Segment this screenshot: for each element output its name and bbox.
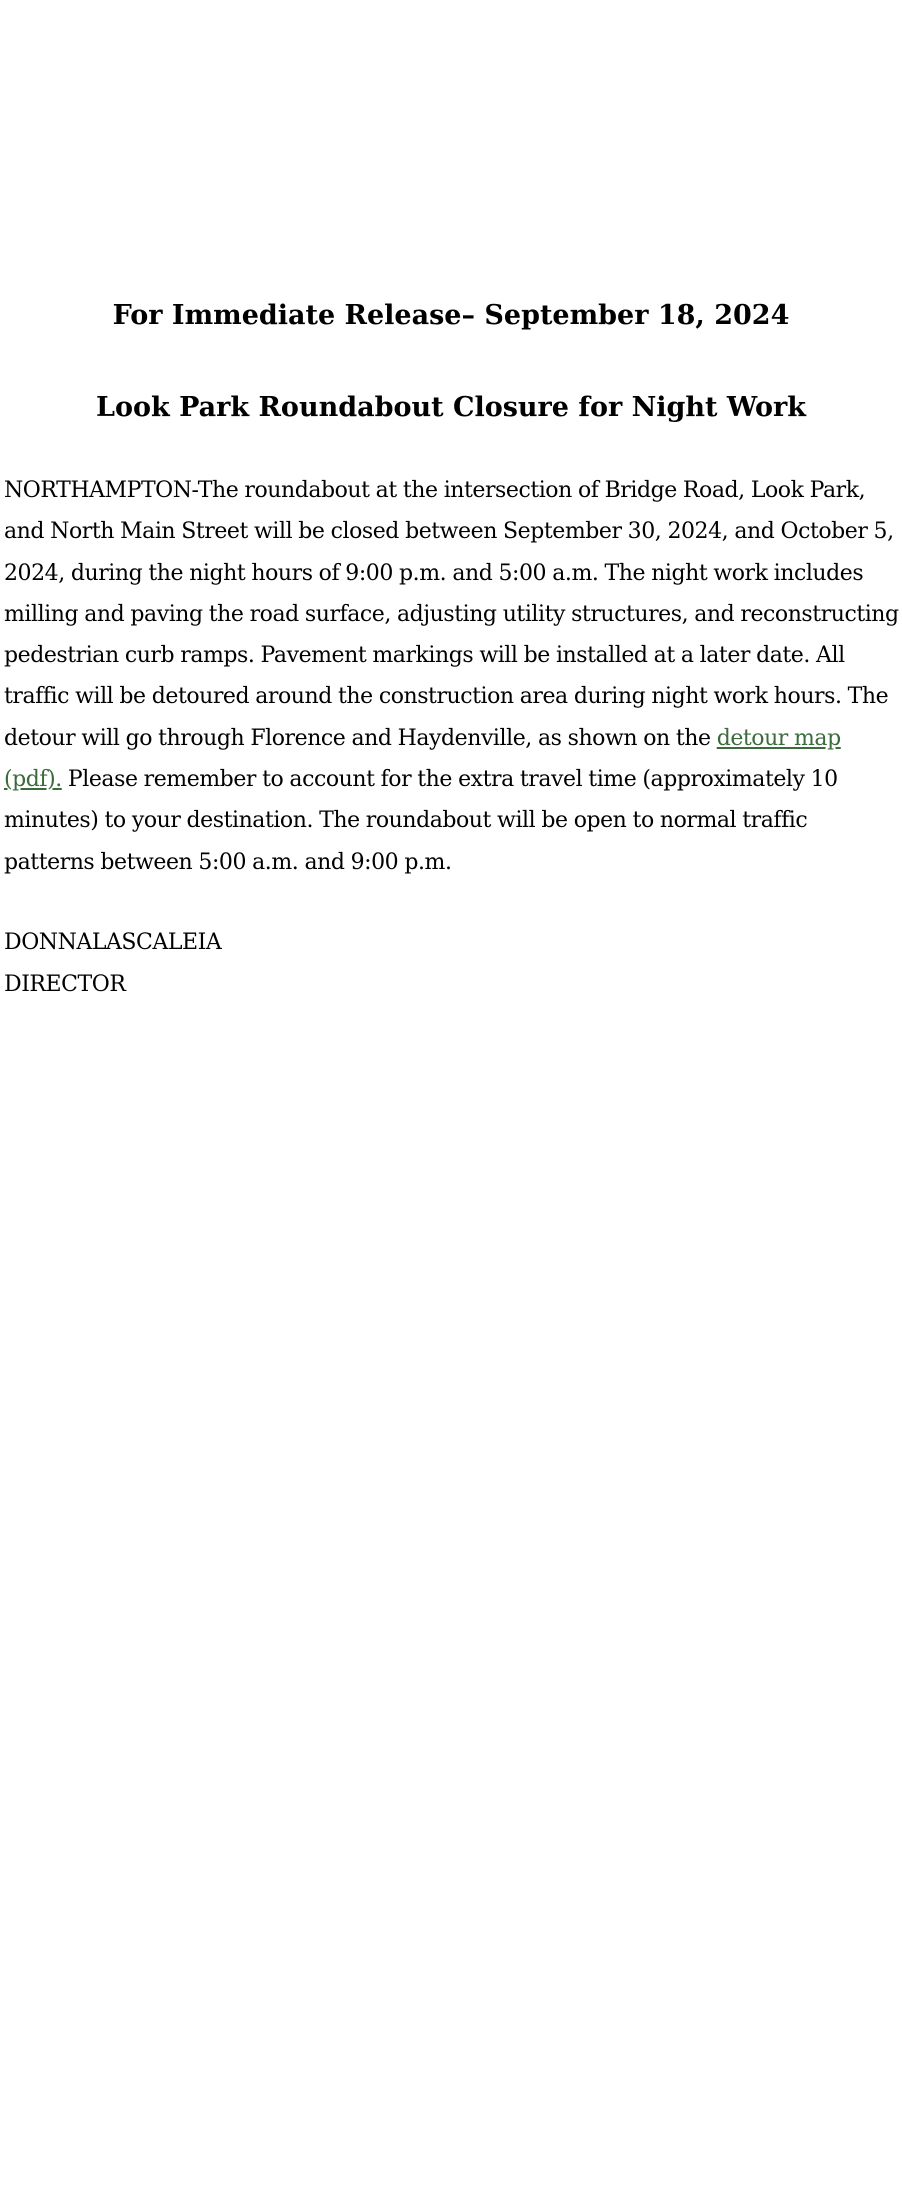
signature-title: DIRECTOR bbox=[4, 971, 126, 997]
body-text-before-link: NORTHAMPTON-The roundabout at the intersection of Bridge Road, Look Park, and North Main Street will be closed between September 30, 2024, and October 5, 2024, during the night hours of 9:00 p.m. and 5:00 a.m. The night work includes milling and paving the road surface, adjusting utility structures, and reconstructing pedestrian curb ramps. Pavement markings will be installed at a later date. All traffic will be detoured around the construction area during night work hours. The detour will go through Florence and Haydenville, as shown on the bbox=[4, 478, 899, 751]
page-title: Look Park Roundabout Closure for Night Work bbox=[95, 392, 806, 423]
signature-block bbox=[4, 922, 221, 1005]
body-text-after-link: Please remember to account for the extra travel time (approximately 10 minutes) to your destination. The roundabout will be open to normal traffic patterns between 5:00 a.m. and 9:00 p.m. bbox=[4, 767, 838, 875]
release-date-line: For Immediate Release– September 18, 2024 bbox=[112, 300, 790, 331]
signature-name: DONNALASCALEIA bbox=[4, 930, 222, 955]
body-paragraph bbox=[4, 470, 900, 883]
detour-map-link[interactable]: detour map (pdf). bbox=[4, 725, 841, 793]
